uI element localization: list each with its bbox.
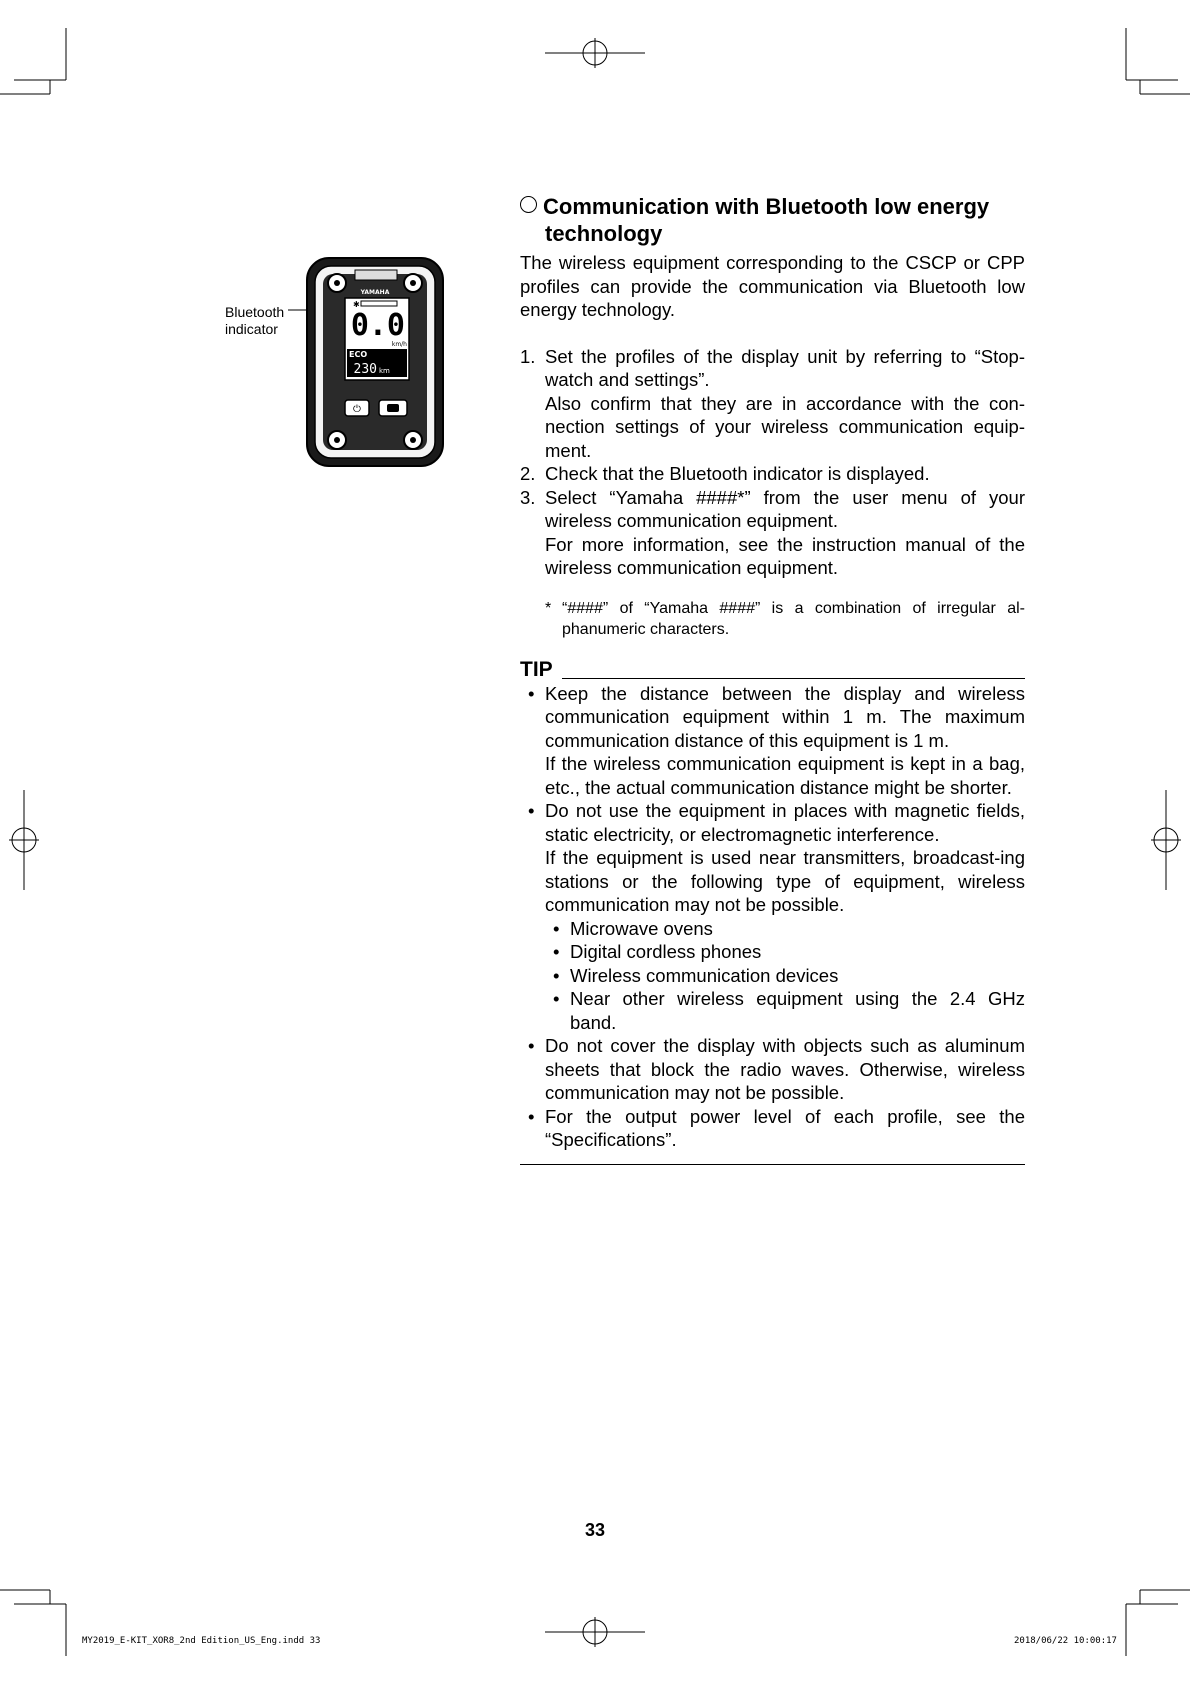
sub-item: • Near other wireless equipment using the 2.4 GHz band. <box>553 988 1025 1033</box>
footnote <box>520 598 1025 640</box>
assist-mode: ECO <box>349 350 368 359</box>
step-text: Check that the Bluetooth indicator is displayed. <box>545 463 930 484</box>
speed-unit: km/h <box>391 341 407 348</box>
footnote-star: * <box>545 599 552 617</box>
heading-line1: Communication with Bluetooth low energy <box>543 194 990 219</box>
sub-item-text: Near other wireless equipment using the 2.4 GHz band. <box>570 988 1025 1033</box>
step-text: Select “Yamaha ####*” from the user menu of your wireless communication equipment. <box>545 486 1025 531</box>
page-number: 33 <box>584 1520 606 1540</box>
bullet-text: If the wireless communication equipment is kept in a bag, etc., the actual communication distance might be shorter. <box>545 753 1025 798</box>
bullet-text: Do not cover the display with objects such as aluminum sheets that block the radio waves. Otherwise, wireless communication may not be possible. <box>545 1035 1025 1103</box>
bullet-text: Keep the distance between the display and wireless communication equipment within 1 m. The maximum communication distance of this equipment is 1 m. <box>545 682 1025 751</box>
tip-end-rule <box>520 1164 1025 1165</box>
figure-label-line1: Bluetooth <box>225 304 285 320</box>
tip-bullet <box>520 1105 1025 1152</box>
step-text: For more information, see the instruction manual of the wireless communication equipment. <box>545 533 1025 578</box>
bullet-text: If the equipment is used near transmitters, broadcast-ing stations or the following type of equipment, wireless communication may not be possible. <box>545 847 1025 915</box>
light-icon <box>387 404 399 412</box>
step-3 <box>520 486 1025 580</box>
step-text: Set the profiles of the display unit by referring to “Stop-watch and settings”. <box>545 345 1025 390</box>
sub-item-text: Wireless communication devices <box>570 964 839 986</box>
step-number: 2. <box>520 463 536 484</box>
tip-rule <box>562 678 1025 679</box>
sub-item-text: Digital cordless phones <box>570 941 762 962</box>
bluetooth-indicator-label <box>225 304 284 338</box>
section-heading <box>520 193 1025 247</box>
step-number: 1. <box>520 345 536 367</box>
slug-filename: MY2019_E-KIT_XOR8_2nd Edition_US_Eng.indd 33 <box>82 1636 321 1646</box>
step-text: Also confirm that they are in accordance with the con-nection settings of your wireless communication equip-ment. <box>545 392 1025 461</box>
bullet-dot: • <box>528 682 535 704</box>
bullet-dot: • <box>528 1035 535 1056</box>
bullet-text: Do not use the equipment in places with magnetic fields, static electricity, or electromagnetic interference. <box>545 800 1025 845</box>
slug-timestamp: 2018/06/22 10:00:17 <box>1014 1636 1117 1646</box>
step-1 <box>520 345 1025 463</box>
tip-bullet <box>520 799 1025 917</box>
circle-bullet-icon <box>520 196 537 213</box>
step-2 <box>520 462 1025 486</box>
body-column <box>520 251 1025 1165</box>
heading-line2: technology <box>545 221 663 246</box>
range-readout: 230 <box>353 362 377 377</box>
display-unit-illustration <box>285 250 465 475</box>
sub-item: • Microwave ovens <box>520 917 1025 941</box>
tip-header <box>520 658 1025 682</box>
bluetooth-icon: ✱ <box>353 300 360 309</box>
brand-logo: YAMAHA <box>360 289 390 296</box>
bullet-dot: • <box>528 800 535 821</box>
sub-item: • Digital cordless phones <box>520 940 1025 964</box>
speed-readout: 0.0 <box>350 308 405 343</box>
intro-paragraph: The wireless equipment corresponding to the CSCP or CPP profiles can provide the communication via Bluetooth low energy technology. <box>520 252 1025 320</box>
tip-bullet <box>520 1034 1025 1105</box>
sub-item: • Wireless communication devices <box>520 964 1025 988</box>
power-icon: ⏻ <box>353 404 361 415</box>
figure-label-line2: indicator <box>225 321 278 337</box>
tip-title: TIP <box>520 657 553 681</box>
range-unit: km <box>379 367 390 375</box>
footnote-text: “####” of “Yamaha ####” is a combination of irregular al-phanumeric characters. <box>562 599 1025 638</box>
bullet-dot: • <box>528 1105 535 1127</box>
step-number: 3. <box>520 486 536 508</box>
bullet-text: For the output power level of each profile, see the “Specifications”. <box>545 1105 1025 1150</box>
sub-item-text: Microwave ovens <box>570 917 713 939</box>
tip-bullet <box>520 682 1025 800</box>
